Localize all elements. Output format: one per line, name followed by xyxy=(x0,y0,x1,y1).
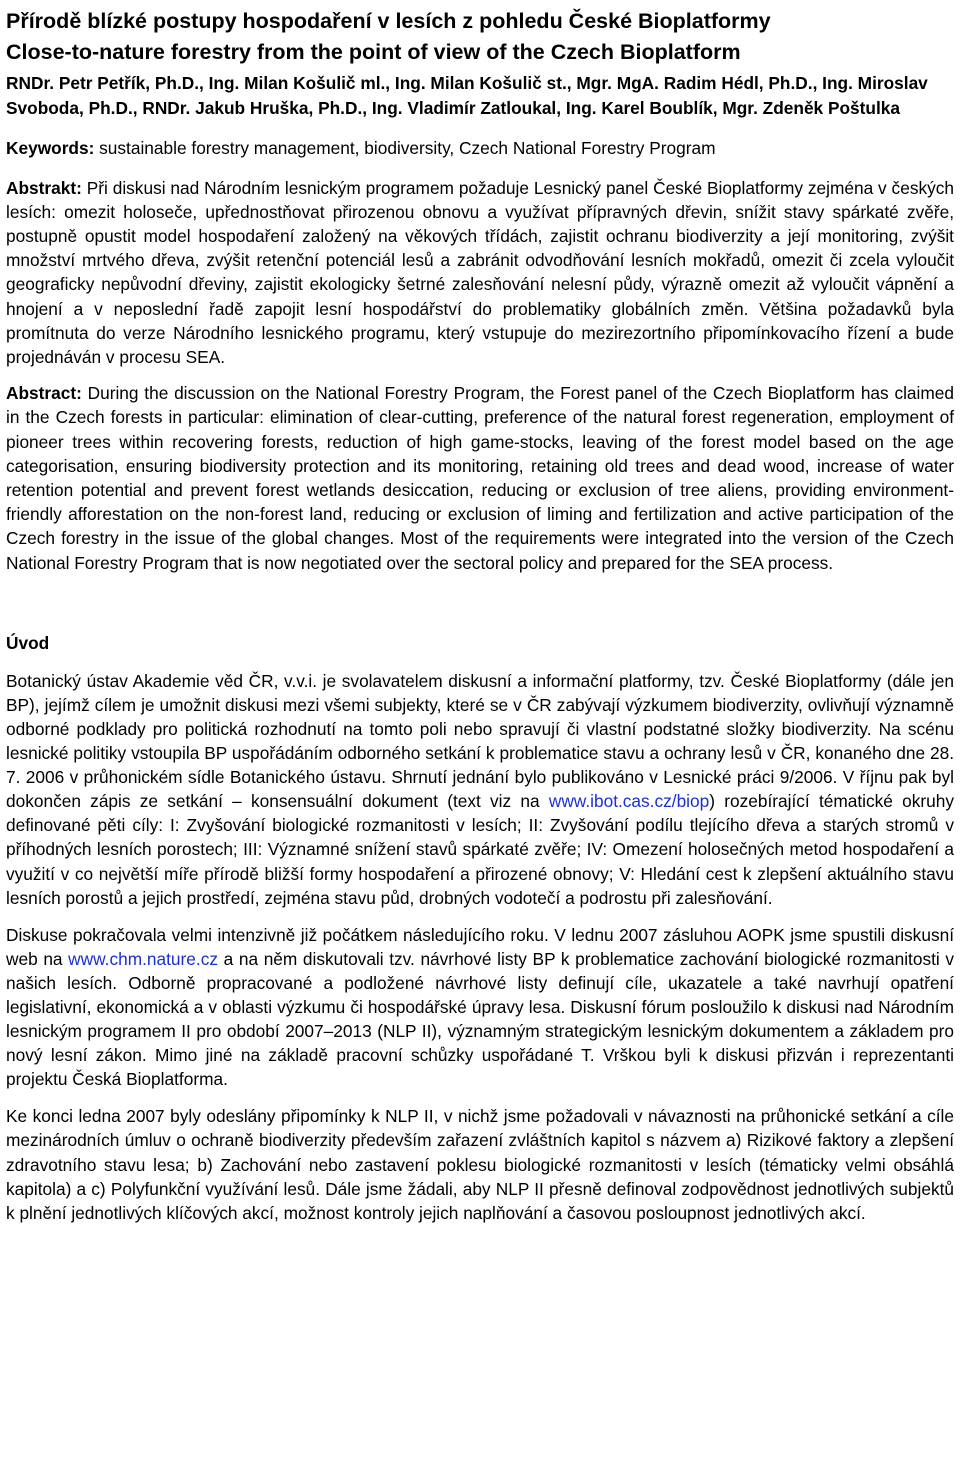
paragraph-1 xyxy=(6,669,954,910)
keywords-text: sustainable forestry management, biodiversity, Czech National Forestry Program xyxy=(94,138,716,158)
paragraph-2 xyxy=(6,923,954,1092)
paragraph-1-text-b: ) rozebírající tématické okruhy definované pěti cíly: I: Zvyšování biologické rozmanitosti v lesích; II: Zvyšování podílu tlejícího dřeva a starých stromů v příhodných lesních porostech; III: Významné snížení stavů spárkaté zvěře; IV: Omezení holosečných metod hospodaření a využití v co největší míře přírodě bližší formy hospodaření a přirozené obnovy; V: Hledání cest k zlepšení aktuálního stavu lesních porostů a jejich prostředí, zejména stavu půd, drobných vodotečí a podrostu při zalesňování. xyxy=(6,791,954,908)
keywords-label: Keywords: xyxy=(6,138,95,158)
paragraph-3: Ke konci ledna 2007 byly odeslány připomínky k NLP II, v nichž jsme požadovali v návaznosti na průhonické setkání a cíle mezinárodních úmluv o ochraně biodiverzity především zařazení zvláštních kapitol s názvem a) Rizikové faktory a zlepšení zdravotního stavu lesa; b) Zachování nebo zastavení poklesu biologické rozmanitosti v lesích (tématicky velmi obsáhlá kapitola) a c) Polyfunkční využívání lesů. Dále jsme žádali, aby NLP II přesně definoval zodpovědnost jednotlivých subjektů k plnění jednotlivých klíčových akcí, možnost kontroly jejich naplňování a časovou posloupnost jednotlivých akcí. xyxy=(6,1106,954,1223)
author-list: RNDr. Petr Petřík, Ph.D., Ing. Milan Košulič ml., Ing. Milan Košulič st., Mgr. MgA. Radim Hédl, Ph.D., Ing. Miroslav Svoboda, Ph.D., RNDr. Jakub Hruška, Ph.D., Ing. Vladimír Zatloukal, Ing. Karel Boublík, Mgr. Zdeněk Poštulka xyxy=(6,73,928,118)
abstract-english xyxy=(6,381,954,575)
abstract-czech-label: Abstrakt: xyxy=(6,177,82,198)
abstract-english-text: During the discussion on the National Forestry Program, the Forest panel of the Czech Bioplatform has claimed in the Czech forests in particular: elimination of clear-cutting, preference of the natural forest regeneration, employment of pioneer trees within recovering forests, reduction of high game-stocks, leaving of the forest model based on the age categorisation, ensuring biodiversity protection and its monitoring, retaining old trees and dead wood, increase of water retention potential and prevent forest wetlands desiccation, reducing or exclusion of tree aliens, providing environment-friendly afforestation on the non-forest land, reducing or exclusion of liming and fertilization and active participation of the Czech forestry in the issue of the global changes. Most of the requirements were integrated into the version of the Czech National Forestry Program that is now negotiated over the sectoral policy and prepared for the SEA process. xyxy=(6,383,954,573)
title-english: Close-to-nature forestry from the point of view of the Czech Bioplatform xyxy=(6,40,741,64)
link-ibot[interactable]: www.ibot.cas.cz/biop xyxy=(548,791,710,812)
abstract-english-label: Abstract: xyxy=(6,383,82,404)
paragraph-2-text-b: a na něm diskutovali tzv. návrhové listy BP k problematice zachování biologické rozmanitosti v našich lesích. Odborně propracované a podložené návrhové listy definují cíle, ukazatele a také navrhují opatření legislativní, ekonomická a v oblasti výzkumu či hospodářské úpravy lesa. Diskusní fórum posloužilo k diskusi nad Národním lesnickým programem II pro období 2007–2013 (NLP II), významným strategickým lesnickým dokumentem a základem pro nový lesní zákon. Mimo jiné na základě pracovní schůzky uspořádané T. Vrškou byli k diskusi přizván i reprezentanti projektu Česká Bioplatforma. xyxy=(6,948,954,1090)
section-heading-uvod: Úvod xyxy=(6,632,50,653)
paragraph-1-text-a: Botanický ústav Akademie věd ČR, v.v.i. je svolavatelem diskusní a informační platformy, tzv. České Bioplatformy (dále jen BP), jejímž cílem je umožnit diskusi mezi všemi subjekty, které se v ČR zabývají výzkumem biodiverzity, ovlivňují významně odborné podklady pro politická rozhodnutí na tomto poli nebo spravují či vlastní podstatné složky biodiverzity. Na scénu lesnické politiky vstoupila BP uspořádáním odborného setkání k problematice stavu a ochrany lesů v ČR, konaného dne 28. 7. 2006 v průhonickém sídle Botanického ústavu. Shrnutí jednání bylo publikováno v Lesnické práci 9/2006. V říjnu pak byl dokončen zápis ze setkání – konsensuální dokument (text viz na xyxy=(6,670,954,812)
title-czech: Přírodě blízké postupy hospodaření v lesích z pohledu České Bioplatformy xyxy=(6,9,771,33)
abstract-czech xyxy=(6,176,954,370)
abstract-czech-text: Při diskusi nad Národním lesnickým programem požaduje Lesnický panel České Bioplatformy zejména v českých lesích: omezit holoseče, upřednostňovat přirozenou obnovu a využívat přípravných dřevin, snížit stavy spárkaté zvěře, postupně opustit model hospodaření založený na věkových třídách, zajistit ochranu biodiverzity a její monitoring, zvýšit množství mrtvého dřeva, zvýšit retenční potenciál lesů a zabránit odvodňování lesních mokřadů, omezit či zcela vyloučit geograficky nepůvodní dřeviny, zajistit ekologicky šetrné zalesňování nelesní půdy, výrazně omezit až vyloučit vápnění a hnojení a v neposlední řadě zapojit lesní hospodářství do problematiky globálních změn. Většina požadavků byla promítnuta do verze Národního lesnického programu, který vstupuje do mezirezortního připomínkovacího řízení a bude projednáván v procesu SEA. xyxy=(6,177,954,367)
link-chm-nature[interactable]: www.chm.nature.cz xyxy=(68,948,218,969)
keywords xyxy=(6,136,954,161)
paragraph-2-text-a: Diskuse pokračovala velmi intenzivně již počátkem následujícího roku. V lednu 2007 zásluhou AOPK jsme spustili diskusní web na xyxy=(6,924,954,969)
